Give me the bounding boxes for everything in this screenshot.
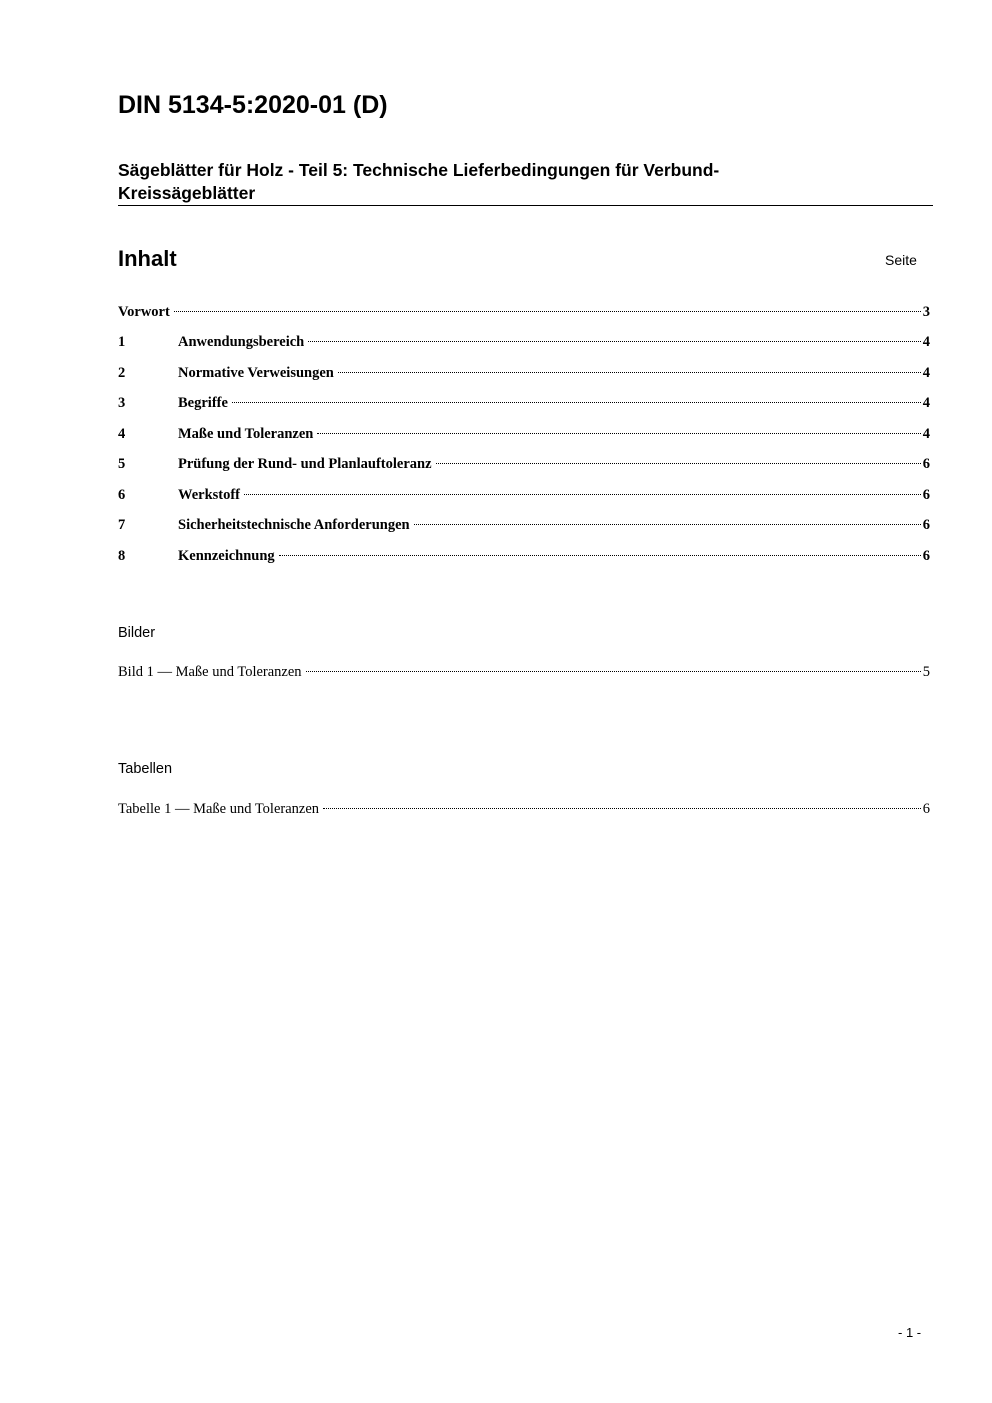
dot-leader (436, 463, 921, 464)
toc-entry-title: Vorwort (118, 304, 170, 320)
toc-entry-5[interactable] (118, 454, 930, 474)
toc-entry-number: 2 (118, 365, 126, 381)
toc-entry-number: 4 (118, 426, 126, 442)
toc-entry-4[interactable] (118, 424, 930, 444)
toc-heading: Inhalt (118, 246, 177, 271)
toc-entry-number: 1 (118, 334, 126, 350)
toc-entry-page: 6 (922, 548, 930, 564)
toc-entry-page: 6 (922, 487, 930, 503)
page-column-label: Seite (885, 252, 917, 268)
dot-leader (279, 555, 921, 556)
toc-entry-page: 4 (922, 365, 930, 381)
table-entry-1[interactable] (118, 799, 930, 819)
figure-entry-1[interactable] (118, 662, 930, 682)
dot-leader (174, 311, 921, 312)
toc-entry-page: 6 (922, 517, 930, 533)
figure-entry-title: Bild 1 — Maße und Toleranzen (118, 664, 302, 680)
toc-entry-page: 4 (922, 426, 930, 442)
toc-entry-number: 3 (118, 395, 126, 411)
toc-entry-page: 6 (922, 456, 930, 472)
toc-entry-6[interactable] (118, 485, 930, 505)
dot-leader (308, 341, 921, 342)
toc-entry-title: Werkstoff (178, 487, 241, 503)
document-id: DIN 5134-5:2020-01 (D) (118, 91, 388, 119)
dot-leader (244, 494, 921, 495)
table-entry-page: 6 (922, 801, 930, 817)
dot-leader (306, 671, 921, 672)
tables-heading: Tabellen (118, 761, 173, 777)
toc-entry-7[interactable] (118, 515, 930, 535)
dot-leader (232, 402, 921, 403)
toc-entry-title: Sicherheitstechnische Anforderungen (178, 517, 410, 533)
dot-leader (323, 808, 921, 809)
toc-entry-page: 4 (922, 334, 930, 350)
dot-leader (338, 372, 921, 373)
figure-entry-page: 5 (922, 664, 930, 680)
dot-leader (414, 524, 921, 525)
toc-entry-number: 6 (118, 487, 126, 503)
figures-heading: Bilder (118, 625, 156, 641)
toc-entry-page: 3 (922, 304, 930, 320)
dot-leader (317, 433, 920, 434)
toc-entry-title: Prüfung der Rund- und Planlauftoleranz (178, 456, 432, 472)
toc-entry-number: 5 (118, 456, 126, 472)
toc-entry-3[interactable] (118, 393, 930, 413)
toc-entry-title: Begriffe (178, 395, 228, 411)
subtitle-line-2: Kreissägeblätter (118, 183, 256, 203)
toc-entry-1[interactable] (118, 332, 930, 352)
toc-entry-vorwort[interactable] (118, 302, 930, 322)
document-subtitle (118, 159, 933, 205)
toc-entry-2[interactable] (118, 363, 930, 383)
toc-entry-title: Maße und Toleranzen (178, 426, 314, 442)
toc-entry-title: Anwendungsbereich (178, 334, 305, 350)
toc-entry-title: Kennzeichnung (178, 548, 275, 564)
toc-entry-page: 4 (922, 395, 930, 411)
toc-entry-8[interactable] (118, 546, 930, 566)
subtitle-line-1: Sägeblätter für Holz - Teil 5: Technische Lieferbedingungen für Verbund- (118, 160, 720, 180)
toc-entry-title: Normative Verweisungen (178, 365, 334, 381)
table-entry-title: Tabelle 1 — Maße und Toleranzen (118, 801, 320, 817)
page-number: - 1 - (898, 1325, 922, 1340)
title-divider (118, 205, 933, 206)
toc-entry-number: 7 (118, 517, 126, 533)
toc-entry-number: 8 (118, 548, 126, 564)
